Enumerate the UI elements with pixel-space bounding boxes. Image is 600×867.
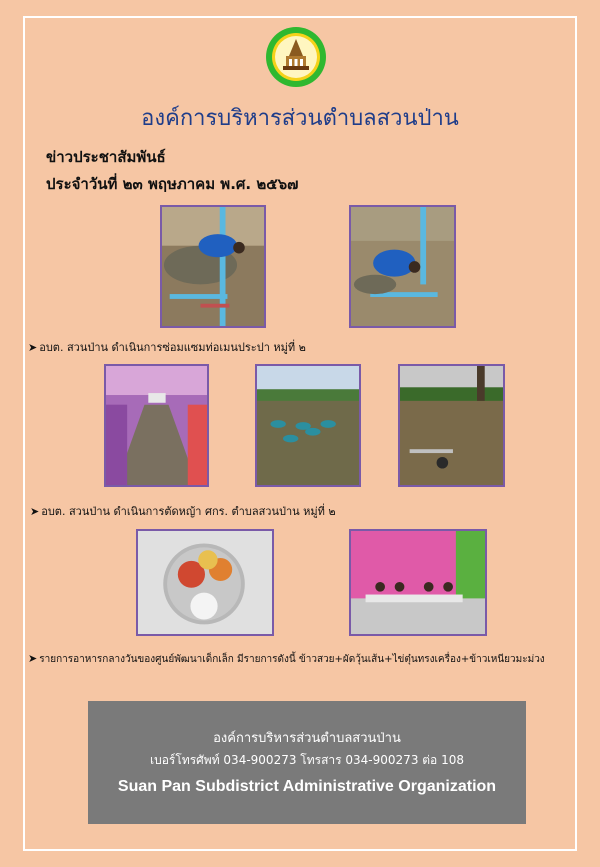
tire-garden-photo xyxy=(255,364,361,487)
arrow-bullet-icon: ➤ xyxy=(30,505,40,518)
footer-org-name-th: องค์การบริหารส่วนตำบลสวนป่าน xyxy=(213,731,401,746)
contact-footer xyxy=(88,701,526,824)
mowed-field-photo xyxy=(398,364,505,487)
caption-text: อบต. สวนป่าน ดำเนินการซ่อมแซมท่อเมนประปา หมู่ที่ ๒ xyxy=(39,341,306,354)
news-caption-1 xyxy=(28,338,306,356)
worker-fixing-pipe-photo-2 xyxy=(349,205,456,328)
footer-org-name-en: Suan Pan Subdistrict Administrative Organization xyxy=(117,778,497,795)
lunch-tray-photo xyxy=(136,529,274,636)
caption-text: อบต. สวนป่าน ดำเนินการตัดหญ้า ศกร. ตำบลสวนป่าน หมู่ที่ ๒ xyxy=(41,505,336,518)
organization-seal-icon xyxy=(265,26,327,88)
arrow-bullet-icon: ➤ xyxy=(28,341,38,354)
children-eating-photo xyxy=(349,529,487,636)
section-heading: ข่าวประชาสัมพันธ์ xyxy=(46,148,166,166)
caption-text: รายการอาหารกลางวันของศูนย์พัฒนาเด็กเล็ก มีรายการดังนี้ ข้าวสวย+ผัดวุ้นเส้น+ไข่ตุ๋นทรงเครื่อง+ข้าวเหนียวมะม่วง xyxy=(39,654,545,665)
news-caption-3 xyxy=(28,652,545,667)
news-caption-2 xyxy=(30,502,336,520)
organization-logo xyxy=(265,26,327,88)
arrow-bullet-icon: ➤ xyxy=(28,652,38,665)
news-date: ประจำวันที่ ๒๓ พฤษภาคม พ.ศ. ๒๕๖๗ xyxy=(46,175,299,193)
page-title: องค์การบริหารส่วนตำบลสวนป่าน xyxy=(141,106,459,131)
worker-fixing-pipe-photo xyxy=(160,205,266,328)
greenhouse-path-photo xyxy=(104,364,209,487)
footer-contact: เบอร์โทรศัพท์ 034-900273 โทรสาร 034-900273 ต่อ 108 xyxy=(150,753,464,767)
